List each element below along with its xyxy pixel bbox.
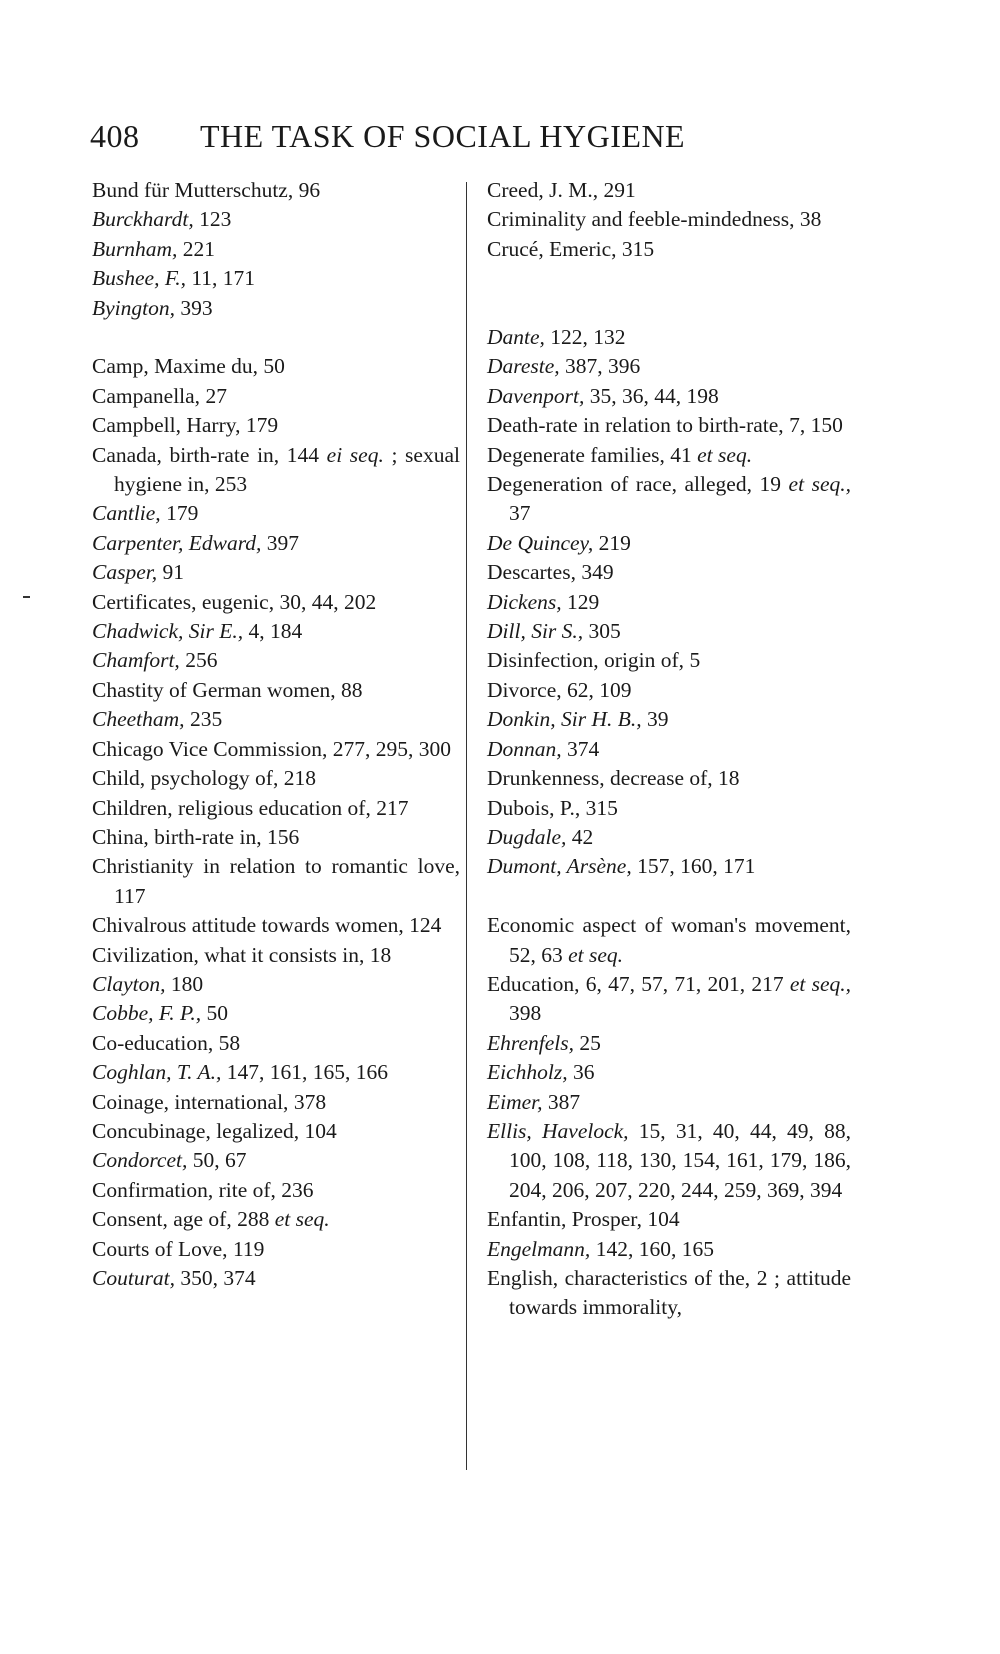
entry-heading: Chastity of German women, [92, 677, 336, 702]
entry-page-refs: 18 [712, 766, 740, 791]
entry-heading: Burckhardt, [92, 207, 194, 232]
entry-page-refs: 88 [335, 677, 363, 702]
index-entry [92, 999, 460, 1028]
index-entry [92, 205, 460, 234]
page-title: THE TASK OF SOCIAL HYGIENE [200, 118, 686, 154]
index-column-left [92, 176, 460, 1293]
section-gap [487, 294, 851, 323]
index-entry [487, 705, 851, 734]
entry-page-refs: 38 [794, 207, 822, 232]
entry-page-refs: 42 [566, 824, 594, 849]
entry-heading: Casper, [92, 560, 158, 585]
entry-page-refs: 50, 67 [187, 1148, 247, 1173]
index-entry [487, 588, 851, 617]
index-entry [487, 1235, 851, 1264]
index-entry [92, 441, 460, 500]
entry-heading: Couturat, [92, 1266, 176, 1291]
entry-heading: Descartes, [487, 560, 576, 585]
entry-page-refs: 11, 171 [185, 266, 256, 291]
entry-heading: De Quincey, [487, 530, 594, 555]
entry-page-refs: 91 [157, 560, 184, 585]
index-entry [92, 1205, 460, 1234]
index-entry [487, 470, 851, 529]
index-entry [92, 676, 460, 705]
entry-latin-abbrev: et seq. [568, 942, 624, 967]
entry-page-refs: 144 [279, 442, 327, 467]
index-entry [487, 794, 851, 823]
index-entry [92, 705, 460, 734]
entry-heading: Donkin, Sir H. B., [487, 707, 642, 732]
index-entry [487, 352, 851, 381]
index-entry [487, 558, 851, 587]
entry-heading: Coinage, international, [92, 1089, 289, 1114]
index-entry [487, 1205, 851, 1234]
entry-heading: Byington, [92, 295, 175, 320]
index-entry [487, 617, 851, 646]
entry-heading: Davenport, [487, 383, 585, 408]
entry-page-refs: 117 [114, 883, 146, 908]
index-entry [487, 1088, 851, 1117]
entry-page-refs: 288 [231, 1207, 275, 1232]
entry-page-refs: 235 [184, 707, 223, 732]
index-entry [487, 411, 851, 440]
index-entry [92, 794, 460, 823]
entry-heading: Dill, Sir S., [487, 619, 584, 644]
entry-heading: Dareste, [487, 354, 560, 379]
entry-heading: Economic aspect of woman's movement, [487, 913, 851, 938]
entry-heading: Bund für Mutterschutz, [92, 178, 294, 202]
entry-heading: Donnan, [487, 736, 562, 761]
entry-page-refs: 2 ; attitude towards immorality, [509, 1265, 851, 1320]
index-entry [92, 176, 460, 205]
entry-heading: Chadwick, Sir E., [92, 619, 244, 644]
entry-heading: Drunkenness, decrease of, [487, 766, 713, 791]
entry-page-refs: 50 [258, 354, 285, 379]
index-entry [92, 382, 460, 411]
entry-page-refs: 374 [561, 736, 600, 761]
entry-page-refs: 387, 396 [559, 354, 641, 379]
entry-heading: Chivalrous attitude towards women, [92, 913, 404, 938]
entry-heading: Degeneration of race, alleged, [487, 472, 752, 497]
entry-latin-abbrev: ei seq. [326, 442, 384, 467]
index-entry [487, 970, 851, 1029]
index-entry [487, 1058, 851, 1087]
index-entry [92, 617, 460, 646]
entry-page-refs: 350, 374 [175, 1266, 256, 1291]
index-entry [92, 1264, 460, 1293]
index-entry [92, 588, 460, 617]
index-entry [92, 852, 460, 911]
entry-heading: Criminality and feeble-mindedness, [487, 207, 795, 232]
entry-heading: Christianity in relation to romantic love, [92, 854, 460, 879]
entry-heading: Chicago Vice Commission, [92, 736, 328, 761]
entry-page-refs: 37 [509, 501, 531, 526]
entry-heading: Bushee, F., [92, 266, 186, 291]
entry-page-refs: 397 [261, 530, 300, 555]
index-entry [487, 1264, 851, 1323]
entry-heading: Death-rate in relation to birth-rate, [487, 413, 784, 438]
entry-heading: Cobbe, F. P., [92, 1001, 202, 1026]
index-entry [487, 1029, 851, 1058]
entry-heading: Campbell, Harry, [92, 413, 241, 438]
entry-page-refs: 15, 31, 40, 44, 49, 88, 100, 108, 118, 130, 154, 161, 179, 186, 204, 206, 207, 220, 244, 259, 369, 394 [509, 1118, 852, 1202]
entry-page-refs: 180 [165, 971, 204, 996]
entry-heading: Education, [487, 971, 580, 996]
entry-page-refs: 305 [583, 619, 621, 644]
index-entry [92, 1029, 460, 1058]
running-header [90, 118, 830, 155]
entry-heading: China, birth-rate in, [92, 824, 262, 849]
index-entry [92, 558, 460, 587]
entry-page-refs: 315 [616, 236, 655, 261]
entry-heading: Dante, [487, 325, 545, 349]
index-entry [487, 235, 851, 264]
index-entry [92, 1176, 460, 1205]
entry-page-refs: 58 [213, 1030, 241, 1055]
entry-heading: Cantlie, [92, 501, 161, 526]
index-entry [487, 764, 851, 793]
entry-latin-abbrev: et seq., [788, 472, 851, 497]
entry-page-refs: 39 [641, 707, 669, 732]
entry-heading: Civilization, what it consists in, [92, 942, 365, 967]
entry-heading: Concubinage, legalized, [92, 1118, 300, 1143]
entry-heading: Confirmation, rite of, [92, 1177, 276, 1202]
entry-heading: Consent, age of, [92, 1207, 232, 1232]
entry-heading: Chamfort, [92, 648, 180, 673]
entry-page-refs: 236 [275, 1177, 314, 1202]
index-entry [487, 735, 851, 764]
index-entry [92, 352, 460, 381]
index-entry [92, 646, 460, 675]
entry-page-refs: 104 [299, 1118, 337, 1143]
entry-heading: English, characteristics of the, [487, 1265, 751, 1290]
entry-page-refs: 179 [160, 501, 199, 526]
index-entry [92, 764, 460, 793]
entry-heading: Co-education, [92, 1030, 214, 1055]
entry-page-refs: 35, 36, 44, 198 [584, 383, 719, 408]
index-entry [92, 941, 460, 970]
entry-heading: Ehrenfels, [487, 1030, 574, 1055]
entry-page-refs: 291 [598, 178, 636, 202]
index-entry [92, 499, 460, 528]
entry-heading: Certificates, eugenic, [92, 589, 275, 614]
entry-page-refs: 30, 44, 202 [274, 589, 377, 614]
index-entry [487, 205, 851, 234]
entry-heading: Dickens, [487, 589, 562, 614]
section-gap [487, 882, 851, 911]
index-entry [92, 1088, 460, 1117]
index-entry [92, 1146, 460, 1175]
entry-heading: Condorcet, [92, 1148, 188, 1173]
margin-mark [23, 596, 30, 598]
index-entry [92, 411, 460, 440]
entry-page-refs: 349 [575, 560, 614, 585]
entry-page-refs: 19 [751, 472, 789, 497]
entry-heading: Clayton, [92, 971, 166, 996]
entry-heading: Divorce, [487, 677, 562, 702]
index-entry [487, 852, 851, 881]
entry-page-refs: 4, 184 [243, 619, 303, 644]
entry-page-refs: 129 [561, 589, 600, 614]
section-gap [487, 264, 851, 293]
entry-heading: Coghlan, T. A., [92, 1060, 222, 1085]
page-number: 408 [90, 118, 140, 154]
entry-page-refs: ; sexual hygiene in, 253 [114, 442, 460, 497]
entry-page-refs: 6, 47, 57, 71, 201, 217 [579, 971, 790, 996]
entry-page-refs: 221 [177, 236, 216, 261]
index-entry [92, 823, 460, 852]
entry-latin-abbrev: et seq. [697, 442, 753, 467]
index-entry [487, 646, 851, 675]
entry-heading: Dumont, Arsène, [487, 854, 632, 879]
index-entry [92, 294, 460, 323]
index-entry [487, 911, 851, 970]
index-entry [487, 382, 851, 411]
entry-page-refs: 7, 150 [783, 413, 843, 438]
entry-page-refs: 25 [573, 1030, 601, 1055]
entry-heading: Disinfection, origin of, [487, 648, 685, 673]
entry-heading: Cheetham, [92, 707, 185, 732]
entry-page-refs: 142, 160, 165 [590, 1236, 714, 1261]
index-entry [92, 1235, 460, 1264]
index-column-right [487, 176, 851, 1323]
entry-heading: Children, religious education of, [92, 795, 371, 820]
entry-heading: Canada, birth-rate in, [92, 442, 280, 467]
entry-heading: Degenerate families, [487, 442, 665, 467]
entry-page-refs: 96 [293, 178, 321, 202]
entry-heading: Burnham, [92, 236, 178, 261]
column-divider [466, 182, 467, 1470]
index-entry [487, 323, 851, 352]
entry-page-refs: 62, 109 [561, 677, 632, 702]
entry-heading: Crucé, Emeric, [487, 236, 617, 261]
entry-page-refs: 219 [593, 530, 631, 555]
entry-page-refs: 277, 295, 300 [327, 736, 452, 761]
entry-page-refs: 124 [403, 913, 442, 938]
entry-page-refs: 119 [227, 1236, 265, 1261]
entry-heading: Ellis, Havelock, [487, 1118, 629, 1143]
entry-heading: Child, psychology of, [92, 766, 279, 791]
index-entry [487, 676, 851, 705]
index-entry [487, 176, 851, 205]
entry-page-refs: 147, 161, 165, 166 [221, 1060, 389, 1085]
entry-heading: Courts of Love, [92, 1236, 228, 1261]
entry-page-refs: 256 [179, 648, 218, 673]
entry-page-refs: 36 [567, 1060, 595, 1085]
index-entry [487, 1117, 851, 1205]
entry-page-refs: 50 [201, 1001, 228, 1026]
entry-page-refs: 122, 132 [544, 325, 626, 349]
entry-page-refs: 156 [261, 824, 300, 849]
entry-heading: Engelmann, [487, 1236, 591, 1261]
entry-page-refs: 157, 160, 171 [631, 854, 756, 879]
index-entry [92, 235, 460, 264]
entry-page-refs: 387 [542, 1089, 581, 1114]
entry-heading: Eichholz, [487, 1060, 568, 1085]
index-entry [92, 735, 460, 764]
entry-page-refs: 18 [364, 942, 392, 967]
entry-page-refs: 104 [641, 1207, 680, 1232]
entry-page-refs: 123 [193, 207, 232, 232]
index-entry [487, 441, 851, 470]
entry-page-refs: 398 [509, 1001, 542, 1026]
entry-page-refs: 52, 63 [509, 942, 569, 967]
index-entry [92, 1117, 460, 1146]
index-entry [92, 911, 460, 940]
entry-page-refs: 378 [288, 1089, 327, 1114]
entry-page-refs: 5 [684, 648, 701, 673]
entry-heading: Campanella, [92, 383, 201, 408]
entry-heading: Enfantin, Prosper, [487, 1207, 642, 1232]
entry-heading: Carpenter, Edward, [92, 530, 262, 555]
index-entry [92, 970, 460, 999]
section-gap [92, 323, 460, 352]
entry-page-refs: 217 [370, 795, 409, 820]
entry-heading: Dugdale, [487, 824, 567, 849]
index-entry [487, 529, 851, 558]
entry-page-refs: 315 [580, 795, 618, 820]
entry-heading: Creed, J. M., [487, 178, 599, 202]
index-entry [487, 823, 851, 852]
entry-page-refs: 41 [664, 442, 698, 467]
index-entry [92, 1058, 460, 1087]
entry-page-refs: 393 [175, 295, 213, 320]
entry-heading: Eimer, [487, 1089, 543, 1114]
entry-heading: Dubois, P., [487, 795, 581, 820]
entry-latin-abbrev: et seq., [789, 971, 851, 996]
entry-page-refs: 27 [200, 383, 227, 408]
entry-page-refs: 218 [278, 766, 316, 791]
entry-latin-abbrev: et seq. [274, 1207, 330, 1232]
entry-heading: Camp, Maxime du, [92, 354, 259, 379]
entry-page-refs: 179 [240, 413, 279, 438]
index-entry [92, 264, 460, 293]
index-entry [92, 529, 460, 558]
